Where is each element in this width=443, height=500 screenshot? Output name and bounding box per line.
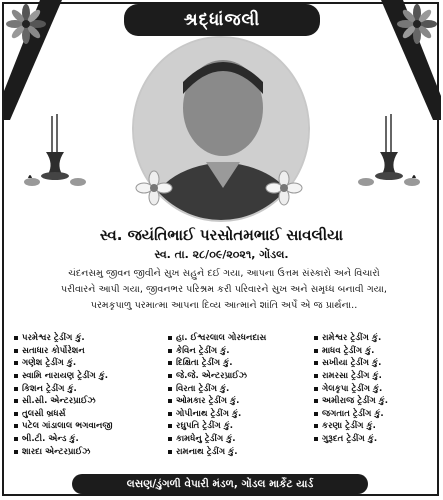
trader-item bbox=[14, 395, 164, 408]
traders-column-1 bbox=[14, 332, 164, 458]
trader-item bbox=[168, 370, 308, 383]
trader-name: વિરતા ટ્રેડીંગ કું. bbox=[176, 383, 230, 394]
bullet-icon bbox=[168, 336, 172, 340]
bullet-icon bbox=[314, 361, 318, 365]
trader-name: પરમેશ્વર ટ્રેડીંગ કું. bbox=[22, 333, 85, 344]
trader-item bbox=[168, 332, 308, 345]
bullet-icon bbox=[14, 349, 18, 353]
corner-flower-icon bbox=[395, 4, 439, 44]
trader-item bbox=[14, 382, 164, 395]
bullet-icon bbox=[14, 361, 18, 365]
bullet-icon bbox=[14, 450, 18, 454]
lamp-incense-icon bbox=[356, 112, 422, 192]
trader-item bbox=[168, 408, 308, 421]
trader-name: જે.જે. એન્ટરપ્રાઈઝ bbox=[176, 371, 248, 382]
trader-item bbox=[314, 357, 434, 370]
trader-item bbox=[168, 433, 308, 446]
bullet-icon bbox=[314, 387, 318, 391]
bullet-icon bbox=[314, 437, 318, 441]
bullet-icon bbox=[14, 387, 18, 391]
trader-item bbox=[168, 445, 308, 458]
message-line: પરીવારને આપી ગયા, જીવનભર પરિશ્રમ કરી પરિવારને સુખ અને સમૃધ્ધ બનાવી ગયા, bbox=[61, 284, 387, 295]
trader-item bbox=[168, 420, 308, 433]
title-banner bbox=[124, 4, 320, 36]
bullet-icon bbox=[314, 399, 318, 403]
trader-name: રામરસા ટ્રેડીંગ કું. bbox=[322, 371, 382, 382]
trader-item bbox=[14, 345, 164, 358]
page-title: શ્રદ્ધાંજલી bbox=[183, 10, 261, 30]
trader-name: અમીરાજ ટ્રેડીંગ કું. bbox=[322, 396, 389, 407]
trader-name: સ્વામિ નારાયણ ટ્રેડીંગ કું. bbox=[22, 371, 109, 382]
trader-item bbox=[314, 420, 434, 433]
bullet-icon bbox=[168, 437, 172, 441]
trader-name: સી.સી. એન્ટરપ્રાઈઝ bbox=[22, 396, 96, 407]
trader-name: હા. ઈશ્વરલાલ ગોરધનદાસ bbox=[176, 333, 267, 344]
trader-item bbox=[314, 408, 434, 421]
trader-name: કેવિન ટ્રેડીંગ કું. bbox=[176, 345, 230, 356]
bullet-icon bbox=[14, 336, 18, 340]
tribute-message bbox=[24, 266, 424, 314]
bullet-icon bbox=[14, 424, 18, 428]
trader-item bbox=[14, 332, 164, 345]
bullet-icon bbox=[14, 374, 18, 378]
traders-column-3 bbox=[314, 332, 434, 445]
trader-name: સખીયા ટ્રેડીંગ કું. bbox=[322, 358, 382, 369]
bullet-icon bbox=[314, 412, 318, 416]
trader-name: રામેશ્વર ટ્રેડીંગ કું. bbox=[322, 333, 382, 344]
bullet-icon bbox=[14, 437, 18, 441]
trader-item bbox=[168, 345, 308, 358]
bullet-icon bbox=[14, 412, 18, 416]
bullet-icon bbox=[314, 374, 318, 378]
trader-name: સતાધાર કોર્પોરેશન bbox=[22, 345, 85, 356]
bullet-icon bbox=[314, 424, 318, 428]
trader-name: તુલસી બ્રધર્સ bbox=[22, 408, 66, 419]
bullet-icon bbox=[168, 450, 172, 454]
traders-list bbox=[14, 332, 434, 457]
lamp-incense-icon bbox=[22, 112, 88, 192]
trader-name: ગોપીનાથ ટ્રેડીંગ કું. bbox=[176, 408, 242, 419]
trader-item bbox=[14, 420, 164, 433]
trader-item bbox=[168, 395, 308, 408]
trader-item bbox=[314, 433, 434, 446]
bullet-icon bbox=[168, 374, 172, 378]
trader-name: રામનાથ ટ્રેડીંગ કું. bbox=[176, 446, 238, 457]
trader-name: ગેલકૃપા ટ્રેડીંગ કું. bbox=[322, 383, 383, 394]
bullet-icon bbox=[168, 361, 172, 365]
trader-name: કરણા ટ્રેડીંગ કું. bbox=[322, 421, 376, 432]
trader-item bbox=[314, 382, 434, 395]
message-line: પરમકૃપાળુ પરમાત્મા આપના દિવ્ય આત્માને શાંતિ અર્પે એ જ પ્રાર્થના.. bbox=[90, 300, 358, 311]
trader-item bbox=[314, 395, 434, 408]
trader-name: બી.ટી. એન્ડ કું. bbox=[22, 434, 79, 445]
bullet-icon bbox=[168, 349, 172, 353]
bullet-icon bbox=[168, 412, 172, 416]
trader-name: માધવ ટ્રેડીંગ કું. bbox=[322, 345, 375, 356]
trader-item bbox=[14, 408, 164, 421]
trader-item bbox=[14, 370, 164, 383]
trader-item bbox=[168, 382, 308, 395]
bullet-icon bbox=[14, 399, 18, 403]
trader-name: પટેલ ગાંડાલાલ ભગવાનજી bbox=[22, 421, 113, 432]
trader-item bbox=[14, 433, 164, 446]
trader-name: ઓમકાર ટ્રેડીંગ કું. bbox=[176, 396, 240, 407]
trader-name: દિક્ષિતા ટ્રેડીંગ કું. bbox=[176, 358, 233, 369]
trader-name: કિશન ટ્રેડીંગ કું. bbox=[22, 383, 77, 394]
trader-item bbox=[314, 370, 434, 383]
flower-icon bbox=[262, 170, 306, 206]
trader-name: કામધેનુ ટ્રેડીંગ કું. bbox=[176, 434, 236, 445]
bullet-icon bbox=[314, 349, 318, 353]
trader-name: રઘુપતિ ટ્રેડીંગ કું. bbox=[176, 421, 234, 432]
trader-name: શારદા એન્ટરપ્રાઈઝ bbox=[22, 446, 91, 457]
trader-item bbox=[14, 445, 164, 458]
trader-name: ગણેશ ટ્રેડીંગ કું. bbox=[22, 358, 77, 369]
message-line: ચંદનસમુ જીવન જીવીને સુખ સહુને દઈ ગયા, આપના ઉત્તમ સંસ્કારો અને વિચારો bbox=[68, 268, 380, 279]
trader-item bbox=[168, 357, 308, 370]
deceased-name: સ્વ. જયંતિભાઈ પરસોતમભાઈ સાવલીયા bbox=[99, 226, 344, 244]
trader-name: ગુરૂદત ટ્રેડીંગ કું. bbox=[322, 434, 378, 445]
bullet-icon bbox=[314, 336, 318, 340]
flower-icon bbox=[132, 170, 176, 206]
footer-text: લસણ/ડુંગળી વેપારી મંડળ, ગોંડલ માર્કેટ યાર્ડ bbox=[126, 477, 314, 490]
trader-item bbox=[14, 357, 164, 370]
trader-name: જગતાત ટ્રેડીંગ કું. bbox=[322, 408, 384, 419]
bullet-icon bbox=[168, 424, 172, 428]
bullet-icon bbox=[168, 399, 172, 403]
footer-banner bbox=[72, 474, 368, 494]
death-date: સ્વ. તા. ૨૮/૦૯/૨૦૨૧, ગોંડલ. bbox=[154, 248, 289, 261]
trader-item bbox=[314, 345, 434, 358]
corner-flower-icon bbox=[4, 4, 48, 44]
bullet-icon bbox=[168, 387, 172, 391]
traders-column-2 bbox=[168, 332, 308, 458]
trader-item bbox=[314, 332, 434, 345]
